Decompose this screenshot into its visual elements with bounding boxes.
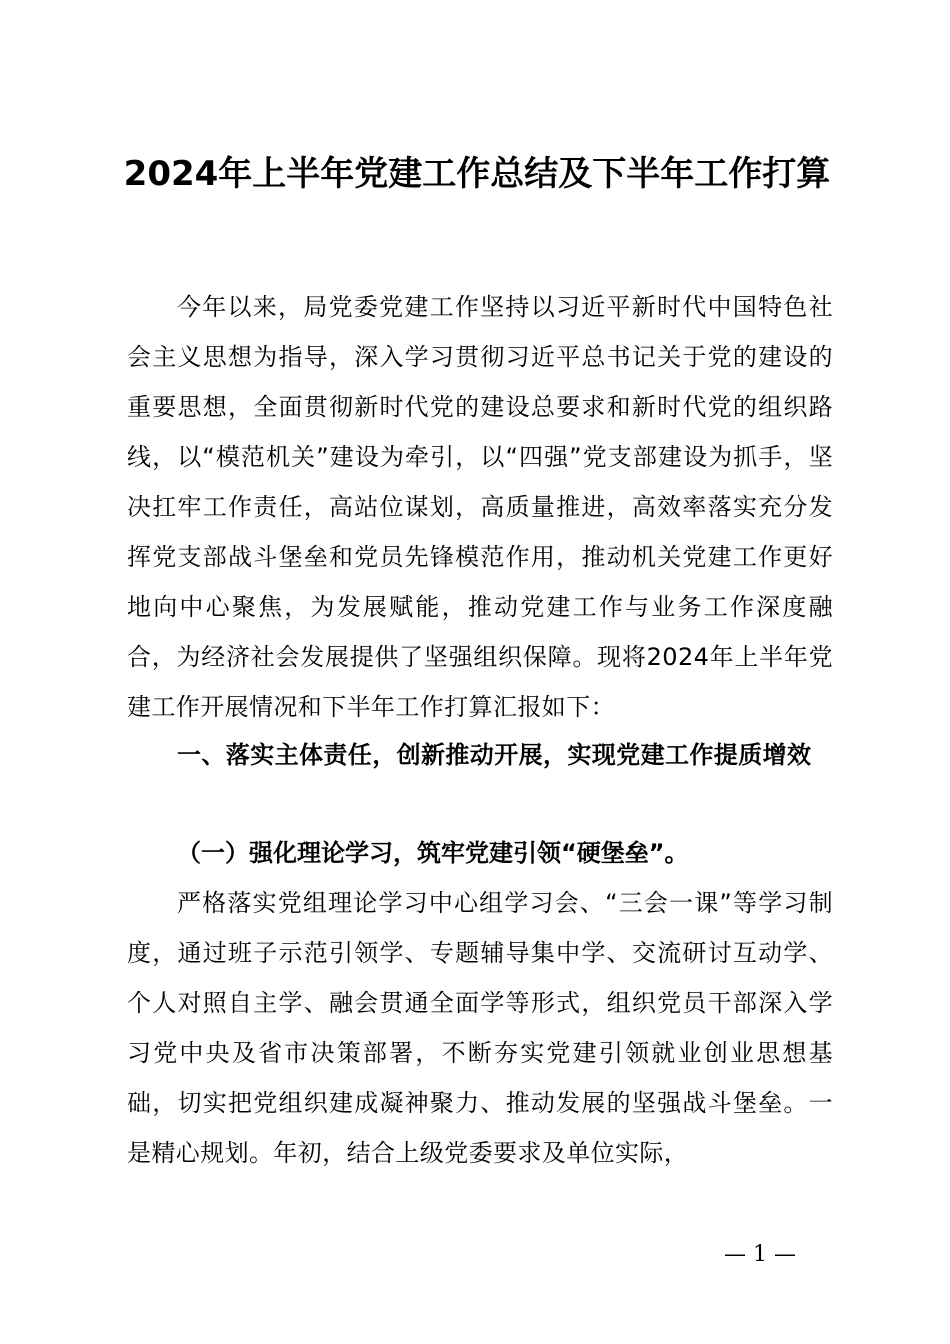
intro-paragraph: 今年以来，局党委党建工作坚持以习近平新时代中国特色社会主义思想为指导，深入学习贯彻习近平总书记关于党的建设的重要思想，全面贯彻新时代党的建设总要求和新时代党的组织路线，以“模范机关”建设为牵引，以“四强”党支部建设为抓手，坚决扛牢工作责任，高站位谋划，高质量推进，高效率落实充分发挥党支部战斗堡垒和党员先锋模范作用，推动机关党建工作更好地向中心聚焦，为发展赋能，推动党建工作与业务工作深度融合，为经济社会发展提供了坚强组织保障。现将2024年上半年党建工作开展情况和下半年工作打算汇报如下： [127, 293, 833, 721]
body-paragraph: 严格落实党组理论学习中心组学习会、“三会一课”等学习制度，通过班子示范引领学、专题辅导集中学、交流研讨互动学、个人对照自主学、融会贯通全面学等形式，组织党员干部深入学习党中央及省市决策部署，不断夯实党建引领就业创业思想基础，切实把党组织建成凝神聚力、推动发展的坚强战斗堡垒。一是精心规划。年初，结合上级党委要求及单位实际， [127, 889, 833, 1167]
page-number: — 1 — [724, 1242, 796, 1267]
subsection-heading-1: （一）强化理论学习，筑牢党建引领“硬堡垒”。 [177, 839, 689, 867]
document-title: 2024年上半年党建工作总结及下半年工作打算 [123, 154, 831, 194]
section-heading-1: 一、落实主体责任，创新推动开展，实现党建工作提质增效 [177, 741, 812, 769]
